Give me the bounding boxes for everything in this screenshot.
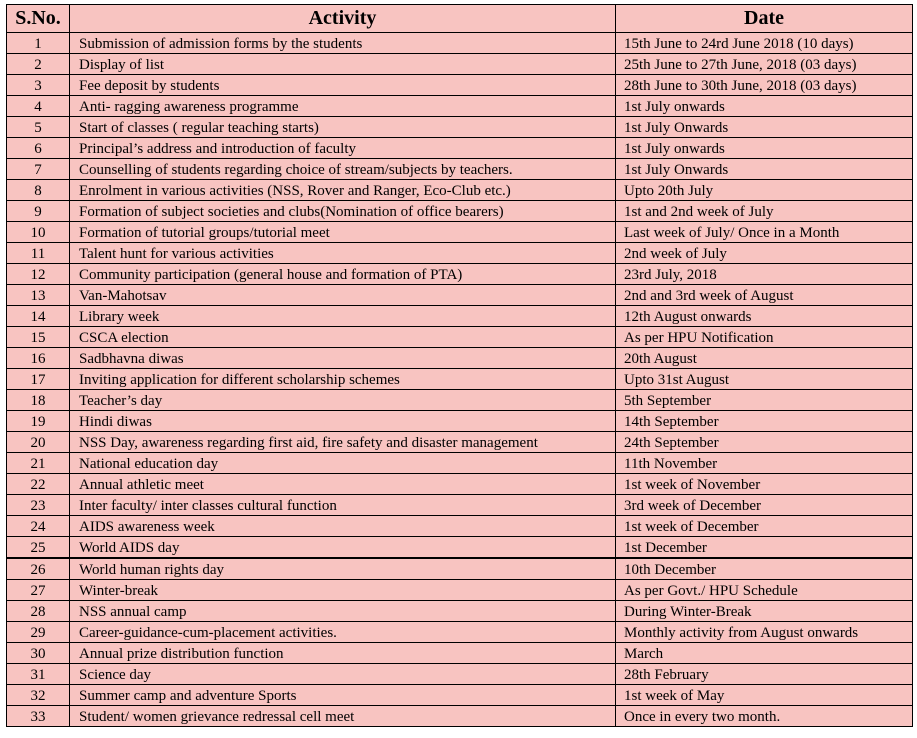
row-activity: Hindi diwas (70, 411, 616, 432)
row-date: 1st July onwards (616, 138, 913, 159)
row-date: 20th August (616, 348, 913, 369)
row-date: 23rd July, 2018 (616, 264, 913, 285)
row-activity: Display of list (70, 54, 616, 75)
table-row (7, 622, 913, 643)
row-sno: 22 (7, 474, 70, 495)
table-row (7, 327, 913, 348)
row-sno: 6 (7, 138, 70, 159)
row-date: 1st week of December (616, 516, 913, 537)
table-row (7, 117, 913, 138)
row-sno: 29 (7, 622, 70, 643)
row-activity: Winter-break (70, 580, 616, 601)
row-date: 25th June to 27th June, 2018 (03 days) (616, 54, 913, 75)
row-date: 1st July Onwards (616, 159, 913, 180)
row-activity: Start of classes ( regular teaching starts) (70, 117, 616, 138)
row-sno: 15 (7, 327, 70, 348)
row-activity: National education day (70, 453, 616, 474)
row-activity: Annual prize distribution function (70, 643, 616, 664)
table-row (7, 75, 913, 96)
row-activity: Counselling of students regarding choice of stream/subjects by teachers. (70, 159, 616, 180)
row-date: 1st week of May (616, 685, 913, 706)
row-date: Once in every two month. (616, 706, 913, 727)
row-sno: 31 (7, 664, 70, 685)
row-date: 28th February (616, 664, 913, 685)
row-activity: CSCA election (70, 327, 616, 348)
row-activity: Anti- ragging awareness programme (70, 96, 616, 117)
row-activity: Formation of tutorial groups/tutorial meet (70, 222, 616, 243)
row-date: 2nd and 3rd week of August (616, 285, 913, 306)
row-date: 24th September (616, 432, 913, 453)
table-row (7, 432, 913, 453)
row-date: Last week of July/ Once in a Month (616, 222, 913, 243)
row-activity: Community participation (general house and formation of PTA) (70, 264, 616, 285)
row-sno: 30 (7, 643, 70, 664)
row-sno: 9 (7, 201, 70, 222)
header-row (7, 5, 913, 33)
row-sno: 28 (7, 601, 70, 622)
row-activity: Teacher’s day (70, 390, 616, 411)
row-activity: Formation of subject societies and clubs(Nomination of office bearers) (70, 201, 616, 222)
header-activity: Activity (70, 5, 616, 33)
table-row (7, 706, 913, 727)
row-activity: Career-guidance-cum-placement activities. (70, 622, 616, 643)
row-date: Monthly activity from August onwards (616, 622, 913, 643)
row-date: Upto 20th July (616, 180, 913, 201)
row-sno: 17 (7, 369, 70, 390)
table-row (7, 243, 913, 264)
table-row (7, 264, 913, 285)
table-row (7, 516, 913, 537)
row-date: 15th June to 24rd June 2018 (10 days) (616, 33, 913, 54)
row-sno: 11 (7, 243, 70, 264)
table-row (7, 474, 913, 495)
table-row (7, 159, 913, 180)
row-date: 3rd week of December (616, 495, 913, 516)
row-date: Upto 31st August (616, 369, 913, 390)
activity-calendar-table (6, 4, 913, 727)
table-row (7, 580, 913, 601)
row-activity: Science day (70, 664, 616, 685)
row-activity: AIDS awareness week (70, 516, 616, 537)
row-date: 5th September (616, 390, 913, 411)
row-date: 1st and 2nd week of July (616, 201, 913, 222)
row-activity: Submission of admission forms by the students (70, 33, 616, 54)
table-row (7, 685, 913, 706)
row-activity: Talent hunt for various activities (70, 243, 616, 264)
table-row (7, 201, 913, 222)
row-sno: 16 (7, 348, 70, 369)
row-sno: 5 (7, 117, 70, 138)
table-row (7, 54, 913, 75)
row-sno: 13 (7, 285, 70, 306)
row-sno: 32 (7, 685, 70, 706)
row-date: 10th December (616, 558, 913, 580)
table-row (7, 453, 913, 474)
row-date: 28th June to 30th June, 2018 (03 days) (616, 75, 913, 96)
table-row (7, 537, 913, 559)
row-sno: 33 (7, 706, 70, 727)
row-sno: 7 (7, 159, 70, 180)
row-activity: NSS annual camp (70, 601, 616, 622)
row-date: As per HPU Notification (616, 327, 913, 348)
row-activity: World human rights day (70, 558, 616, 580)
table-row (7, 390, 913, 411)
row-activity: Student/ women grievance redressal cell meet (70, 706, 616, 727)
table-row (7, 180, 913, 201)
table-row (7, 601, 913, 622)
row-sno: 19 (7, 411, 70, 432)
table-row (7, 348, 913, 369)
row-activity: Inviting application for different scholarship schemes (70, 369, 616, 390)
table-row (7, 495, 913, 516)
row-sno: 8 (7, 180, 70, 201)
row-sno: 4 (7, 96, 70, 117)
row-sno: 26 (7, 558, 70, 580)
row-date: 11th November (616, 453, 913, 474)
row-activity: Sadbhavna diwas (70, 348, 616, 369)
row-sno: 12 (7, 264, 70, 285)
row-date: During Winter-Break (616, 601, 913, 622)
row-activity: Summer camp and adventure Sports (70, 685, 616, 706)
row-activity: Inter faculty/ inter classes cultural function (70, 495, 616, 516)
row-date: 1st July onwards (616, 96, 913, 117)
row-date: 1st week of November (616, 474, 913, 495)
row-activity: Van-Mahotsav (70, 285, 616, 306)
row-sno: 23 (7, 495, 70, 516)
row-activity: Library week (70, 306, 616, 327)
row-sno: 14 (7, 306, 70, 327)
table-row (7, 643, 913, 664)
row-date: 1st July Onwards (616, 117, 913, 138)
row-sno: 20 (7, 432, 70, 453)
header-date: Date (616, 5, 913, 33)
table-row (7, 369, 913, 390)
row-date: 1st December (616, 537, 913, 559)
row-activity: Annual athletic meet (70, 474, 616, 495)
table-row (7, 222, 913, 243)
row-sno: 25 (7, 537, 70, 559)
row-date: As per Govt./ HPU Schedule (616, 580, 913, 601)
row-date: March (616, 643, 913, 664)
row-sno: 3 (7, 75, 70, 96)
row-activity: World AIDS day (70, 537, 616, 559)
row-sno: 18 (7, 390, 70, 411)
table-row (7, 138, 913, 159)
row-sno: 24 (7, 516, 70, 537)
table-row (7, 411, 913, 432)
row-date: 2nd week of July (616, 243, 913, 264)
row-date: 14th September (616, 411, 913, 432)
table-header (7, 5, 913, 33)
row-date: 12th August onwards (616, 306, 913, 327)
table-body (7, 33, 913, 727)
row-sno: 2 (7, 54, 70, 75)
row-sno: 27 (7, 580, 70, 601)
row-sno: 1 (7, 33, 70, 54)
row-activity: Enrolment in various activities (NSS, Rover and Ranger, Eco-Club etc.) (70, 180, 616, 201)
table-row (7, 285, 913, 306)
header-sno: S.No. (7, 5, 70, 33)
row-activity: NSS Day, awareness regarding first aid, fire safety and disaster management (70, 432, 616, 453)
table-row (7, 558, 913, 580)
table-row (7, 33, 913, 54)
table-row (7, 96, 913, 117)
table-row (7, 664, 913, 685)
row-activity: Fee deposit by students (70, 75, 616, 96)
table-row (7, 306, 913, 327)
row-activity: Principal’s address and introduction of faculty (70, 138, 616, 159)
row-sno: 21 (7, 453, 70, 474)
row-sno: 10 (7, 222, 70, 243)
